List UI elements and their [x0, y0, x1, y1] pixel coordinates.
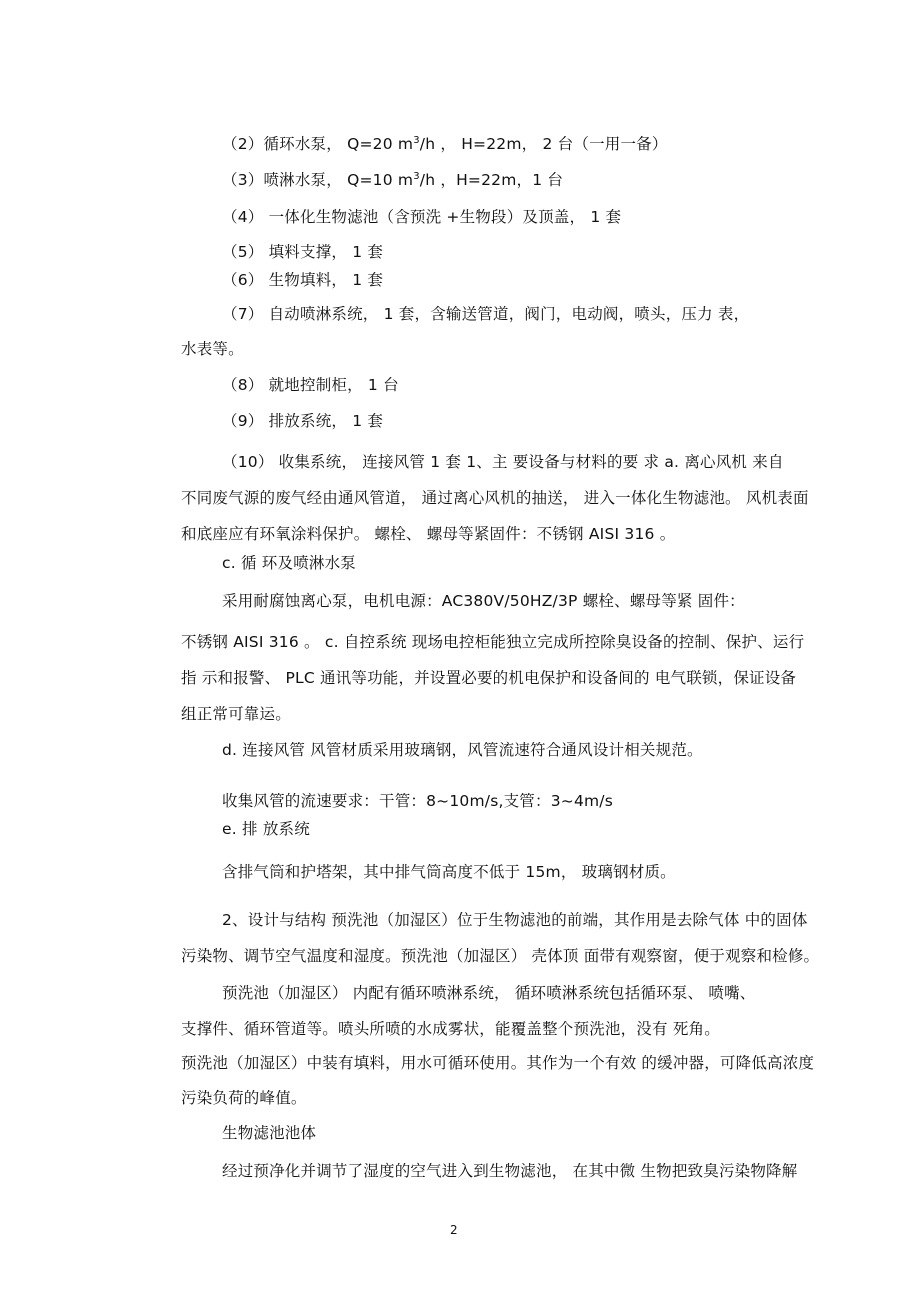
text-line: 污染负荷的峰值。 [181, 1089, 307, 1107]
text-line: 不锈钢 AISI 316 。 c. 自控系统 现场电控柜能独立完成所控除臭设备的控制、保护、运行 [181, 633, 805, 651]
text-line: （5） 填料支撑， 1 套 [222, 243, 384, 261]
text-line: 支撑件、循环管道等。喷头所喷的水成雾状，能覆盖整个预洗池，没有 死角。 [181, 1020, 720, 1038]
text-line: （4） 一体化生物滤池（含预洗 +生物段）及顶盖， 1 套 [222, 208, 622, 226]
text-line: 生物滤池池体 [222, 1124, 317, 1142]
text-line: 经过预净化并调节了湿度的空气进入到生物滤池， 在其中微 生物把致臭污染物降解 [222, 1162, 798, 1180]
text-line: （7） 自动喷淋系统， 1 套，含输送管道，阀门，电动阀，喷头，压力 表， [222, 305, 750, 323]
text-line: d. 连接风管 风管材质采用玻璃钢，风管流速符合通风设计相关规范。 [222, 741, 703, 759]
text-line: 不同废气源的废气经由通风管道， 通过离心风机的抽送， 进入一体化生物滤池。 风机表面 [181, 489, 809, 507]
text-line: 指 示和报警、 PLC 通讯等功能，并设置必要的机电保护和设备间的 电气联锁，保证设备 [181, 669, 797, 687]
text-line: 预洗池（加湿区） 内配有循环喷淋系统， 循环喷淋系统包括循环泵、 喷嘴、 [222, 984, 756, 1002]
text-line: 组正常可靠运。 [181, 705, 291, 723]
page-number: 2 [450, 1223, 458, 1237]
text-line: c. 循 环及喷淋水泵 [222, 554, 357, 572]
text-line: 2、设计与结构 预洗池（加湿区）位于生物滤池的前端，其作用是去除气体 中的固体 [222, 911, 808, 929]
text-line: 污染物、调节空气温度和湿度。预洗池（加湿区） 壳体顶 面带有观察窗，便于观察和检修。 [181, 947, 820, 965]
text-line: 水表等。 [181, 340, 244, 358]
text-line: （10） 收集系统， 连接风管 1 套 1、主 要设备与材料的要 求 a. 离心风机 来自 [222, 453, 784, 471]
text-line: 预洗池（加湿区）中装有填料，用水可循环使用。其作为一个有效 的缓冲器，可降低高浓度 [181, 1054, 815, 1072]
text-line: 收集风管的流速要求：干管：8~10m/s,支管：3~4m/s [222, 792, 614, 810]
text-line: （6） 生物填料， 1 套 [222, 271, 384, 289]
superscript: 3 [413, 171, 420, 182]
text-line: e. 排 放系统 [222, 820, 310, 838]
text-line-pump-spray: （3）喷淋水泵， Q=10 $m^3/h$ ，H=22m，1 台 [222, 171, 564, 189]
text-line-pump-circulation: （2）循环水泵， Q=20 $m^3/h$ ， H=22m， 2 台（一用一备） [222, 135, 668, 153]
text-line: 采用耐腐蚀离心泵，电机电源：AC380V/50HZ/3P 螺栓、螺母等紧 固件： [222, 592, 745, 610]
superscript: 3 [413, 135, 420, 146]
text-line: （8） 就地控制柜， 1 台 [222, 376, 399, 394]
text-line: 和底座应有环氧涂料保护。 螺栓、 螺母等紧固件：不锈钢 AISI 316 。 [181, 525, 676, 543]
text-line: （9） 排放系统， 1 套 [222, 412, 384, 430]
text-line: 含排气筒和护塔架，其中排气筒高度不低于 15m， 玻璃钢材质。 [222, 863, 676, 881]
